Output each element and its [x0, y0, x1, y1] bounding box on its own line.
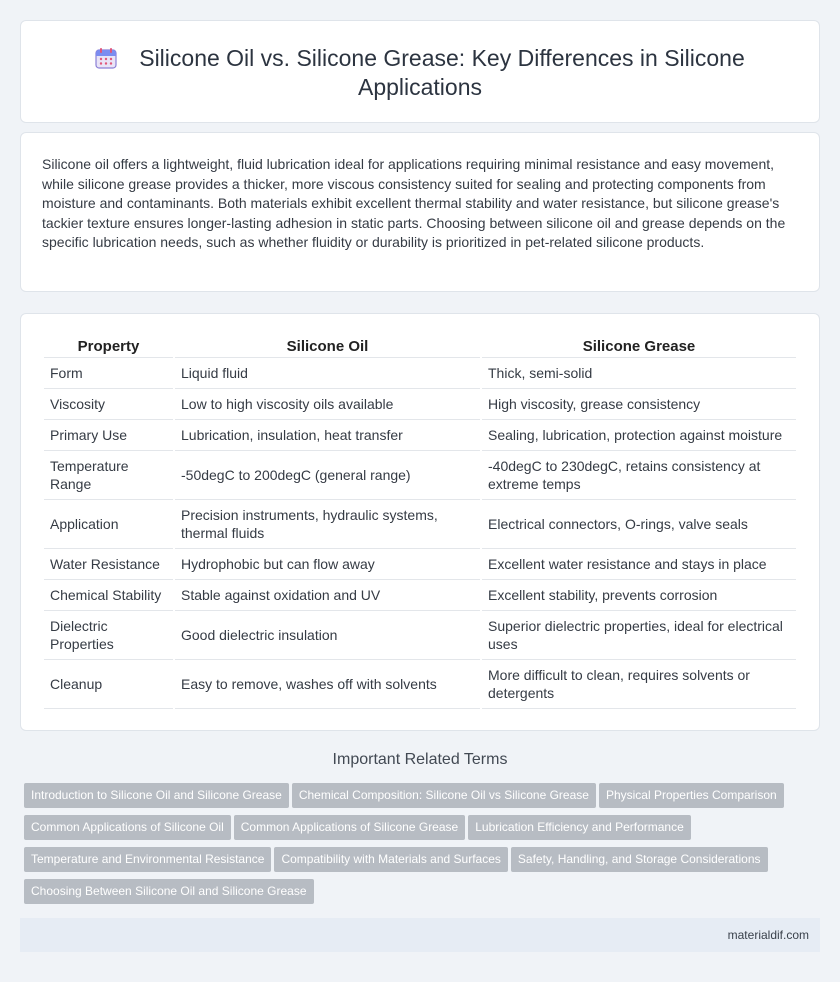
- column-header-silicone-grease: Silicone Grease: [482, 333, 796, 358]
- related-terms-list: [24, 783, 804, 911]
- property-cell: Water Resistance: [44, 549, 173, 580]
- silicone-oil-cell: Hydrophobic but can flow away: [175, 549, 480, 580]
- silicone-oil-cell: Good dielectric insulation: [175, 611, 480, 660]
- property-cell: Cleanup: [44, 660, 173, 709]
- related-term-tag[interactable]: Choosing Between Silicone Oil and Silicone Grease: [24, 879, 314, 904]
- silicone-oil-cell: Stable against oxidation and UV: [175, 580, 480, 611]
- related-term-tag[interactable]: Temperature and Environmental Resistance: [24, 847, 271, 872]
- table-row: [44, 611, 796, 660]
- silicone-grease-cell: Excellent stability, prevents corrosion: [482, 580, 796, 611]
- table-row: [44, 549, 796, 580]
- silicone-grease-cell: Electrical connectors, O-rings, valve seals: [482, 500, 796, 549]
- related-term-tag[interactable]: Common Applications of Silicone Grease: [234, 815, 465, 840]
- silicone-grease-cell: High viscosity, grease consistency: [482, 389, 796, 420]
- intro-card: [20, 132, 820, 292]
- related-term-tag[interactable]: Common Applications of Silicone Oil: [24, 815, 231, 840]
- silicone-grease-cell: Sealing, lubrication, protection against moisture: [482, 420, 796, 451]
- related-term-tag[interactable]: Chemical Composition: Silicone Oil vs Silicone Grease: [292, 783, 596, 808]
- silicone-grease-cell: Thick, semi-solid: [482, 358, 796, 389]
- silicone-grease-cell: Superior dielectric properties, ideal for electrical uses: [482, 611, 796, 660]
- table-row: [44, 420, 796, 451]
- site-name[interactable]: materialdif.com: [727, 928, 809, 942]
- silicone-grease-cell: More difficult to clean, requires solvents or detergents: [482, 660, 796, 709]
- related-term-tag[interactable]: Physical Properties Comparison: [599, 783, 784, 808]
- table-header-row: [44, 333, 796, 358]
- silicone-oil-cell: Liquid fluid: [175, 358, 480, 389]
- comparison-table: [42, 333, 798, 709]
- calendar-icon: [95, 47, 117, 69]
- property-cell: Application: [44, 500, 173, 549]
- property-cell: Temperature Range: [44, 451, 173, 500]
- silicone-oil-cell: -50degC to 200degC (general range): [175, 451, 480, 500]
- silicone-grease-cell: -40degC to 230degC, retains consistency at extreme temps: [482, 451, 796, 500]
- silicone-oil-cell: Low to high viscosity oils available: [175, 389, 480, 420]
- table-row: [44, 660, 796, 709]
- related-term-tag[interactable]: Lubrication Efficiency and Performance: [468, 815, 691, 840]
- table-row: [44, 580, 796, 611]
- comparison-card: [20, 313, 820, 731]
- related-term-tag[interactable]: Compatibility with Materials and Surfaces: [274, 847, 507, 872]
- related-terms-heading: Important Related Terms: [332, 751, 508, 768]
- title-card: [20, 20, 820, 123]
- property-cell: Form: [44, 358, 173, 389]
- table-row: [44, 451, 796, 500]
- intro-paragraph: Silicone oil offers a lightweight, fluid lubrication ideal for applications requiring minimal resistance and easy movement, while silicone grease provides a thicker, more viscous consistency suited for sealing and protecting components from moisture and contaminants. Both materials exhibit excellent thermal stability and water resistance, but silicone grease's tackier texture ensures longer-lasting adhesion in static parts. Choosing between silicone oil and grease depends on the specific lubrication needs, such as whether fluidity or durability is prioritized in pet-related silicone products.: [42, 156, 786, 251]
- page-title: [61, 44, 779, 102]
- table-row: [44, 358, 796, 389]
- property-cell: Primary Use: [44, 420, 173, 451]
- column-header-property: Property: [44, 333, 173, 358]
- related-term-tag[interactable]: Introduction to Silicone Oil and Silicone Grease: [24, 783, 289, 808]
- page-title-text: Silicone Oil vs. Silicone Grease: Key Differences in Silicone Applications: [139, 45, 745, 100]
- table-row: [44, 500, 796, 549]
- silicone-oil-cell: Precision instruments, hydraulic systems, thermal fluids: [175, 500, 480, 549]
- related-term-tag[interactable]: Safety, Handling, and Storage Considerations: [511, 847, 768, 872]
- silicone-oil-cell: Lubrication, insulation, heat transfer: [175, 420, 480, 451]
- column-header-silicone-oil: Silicone Oil: [175, 333, 480, 358]
- property-cell: Chemical Stability: [44, 580, 173, 611]
- property-cell: Viscosity: [44, 389, 173, 420]
- silicone-grease-cell: Excellent water resistance and stays in place: [482, 549, 796, 580]
- footer: [20, 918, 820, 952]
- property-cell: Dielectric Properties: [44, 611, 173, 660]
- table-row: [44, 389, 796, 420]
- silicone-oil-cell: Easy to remove, washes off with solvents: [175, 660, 480, 709]
